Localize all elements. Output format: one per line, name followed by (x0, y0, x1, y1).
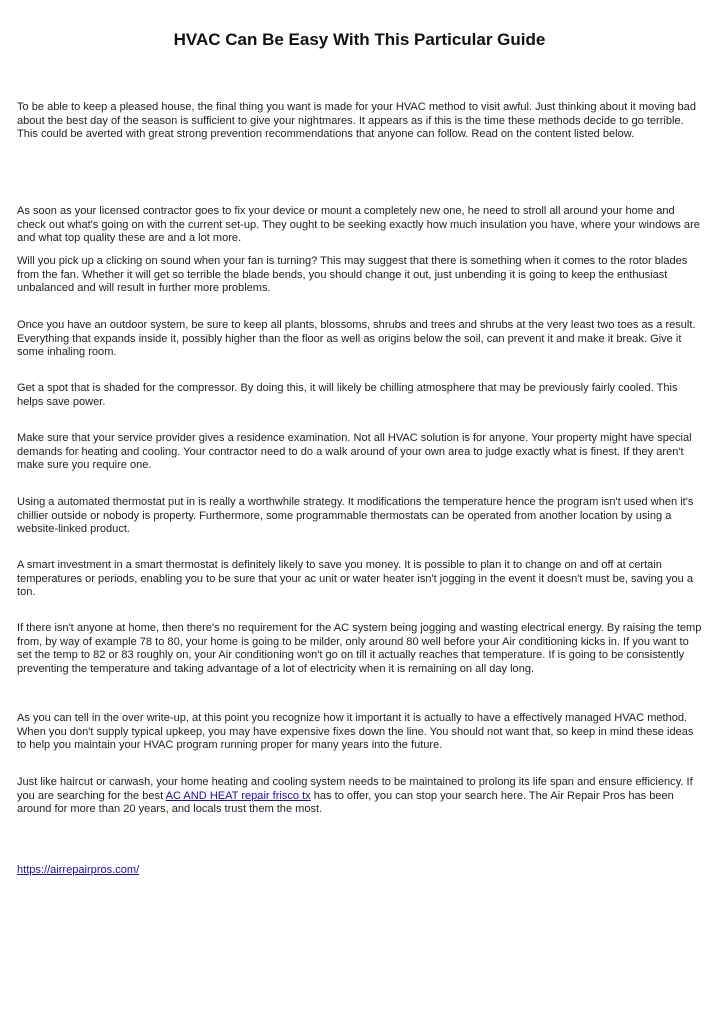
footer-link-paragraph (17, 864, 703, 878)
promo-link[interactable]: AC AND HEAT repair frisco tx (165, 789, 311, 802)
paragraph-intro: To be able to keep a pleased house, the final thing you want is made for your HVAC method to visit awful. Just thinking about it moving bad about the best day of the season is sufficient to give your nightmares. It appears as if this is the time these methods decide to go terrible. This could be averted with great strong prevention recommendations that anyone can follow. Read on the content listed below. (17, 101, 696, 141)
promo-text-after: has to offer, you can stop your search here. The Air Repair Pros has been around for more than 20 years, and locals trust them the most. (17, 789, 674, 816)
paragraph-conclusion: As you can tell in the over write-up, at this point you recognize how it important it is actually to have a effectively managed HVAC method. When you don't supply typical upkeep, you may have expensive fixes down the line. You should not want that, so keep in mind these ideas to help you maintain your HVAC program running proper for many years into the future. (17, 712, 694, 752)
paragraph-ac-usage: If there isn't anyone at home, then there's no requirement for the AC system being jogging and wasting electrical energy. By raising the temp from, by way of example 78 to 80, your home is going to be milder, only around 80 well before your Air conditioning kicks in. If you want to set the temp to 82 or 83 roughly on, your Air conditioning won't go on till it actually reaches that temperature. If is going to be consistently preventing the temperature and taking advantage of a lot of electricity when it is remaining on all day long. (17, 622, 702, 675)
paragraph-promo (17, 776, 703, 817)
paragraph-contractor: As soon as your licensed contractor goes to fix your device or mount a completely new one, he need to stroll all around your home and check out what's going on with the current set-up. They ought to be seeking exactly how much insulation you have, where your windows are and what top quality these are and a lot more. (17, 205, 700, 245)
paragraph-shaded-compressor: Get a spot that is shaded for the compressor. By doing this, it will likely be chilling atmosphere that may be previously fairly cooled. This helps save power. (17, 382, 678, 408)
paragraph-smart-thermostat: A smart investment in a smart thermostat is definitely likely to save you money. It is possible to plan it to change on and off at certain temperatures or periods, enabling you to be sure that your ac unit or water heater isn't jogging in the event it doesn't must be, saving you a ton. (17, 559, 694, 599)
promo-text-before: Just like haircut or carwash, your home heating and cooling system needs to be maintained to prolong its life span and ensure efficiency. If you are searching for the best (17, 776, 693, 802)
page-title: HVAC Can Be Easy With This Particular Guide (173, 30, 546, 49)
paragraph-outdoor-system: Once you have an outdoor system, be sure to keep all plants, blossoms, shrubs and trees and shrubs at the very least two toes as a result. Everything that expands inside it, possibly higher than the floor as well as origins below the soil, can prevent it and make it break. Give it some inhaling room. (17, 319, 696, 359)
footer-url-link[interactable]: https://airrepairpros.com/ (17, 864, 140, 876)
paragraph-automated-thermostat: Using a automated thermostat put in is really a worthwhile strategy. It modifications the temperature hence the program isn't used when it's chillier outside or nobody is property. Furthermore, some programmable thermostats can be operated from another location by using a website-linked product. (17, 496, 694, 536)
paragraph-fan-noise: Will you pick up a clicking on sound when your fan is turning? This may suggest that there is something when it comes to the rotor blades from the fan. Whether it will get so terrible the blade bends, you should change it out, just unbending it is going to keep the enthusiast unbalanced and will result in further more problems. (17, 255, 688, 295)
paragraph-home-examination: Make sure that your service provider gives a residence examination. Not all HVAC solution is for anyone. Your property might have special demands for heating and cooling. Your contractor need to do a walk around of your own area to judge exactly what is finest. If they aren't make sure you require one. (17, 432, 692, 472)
